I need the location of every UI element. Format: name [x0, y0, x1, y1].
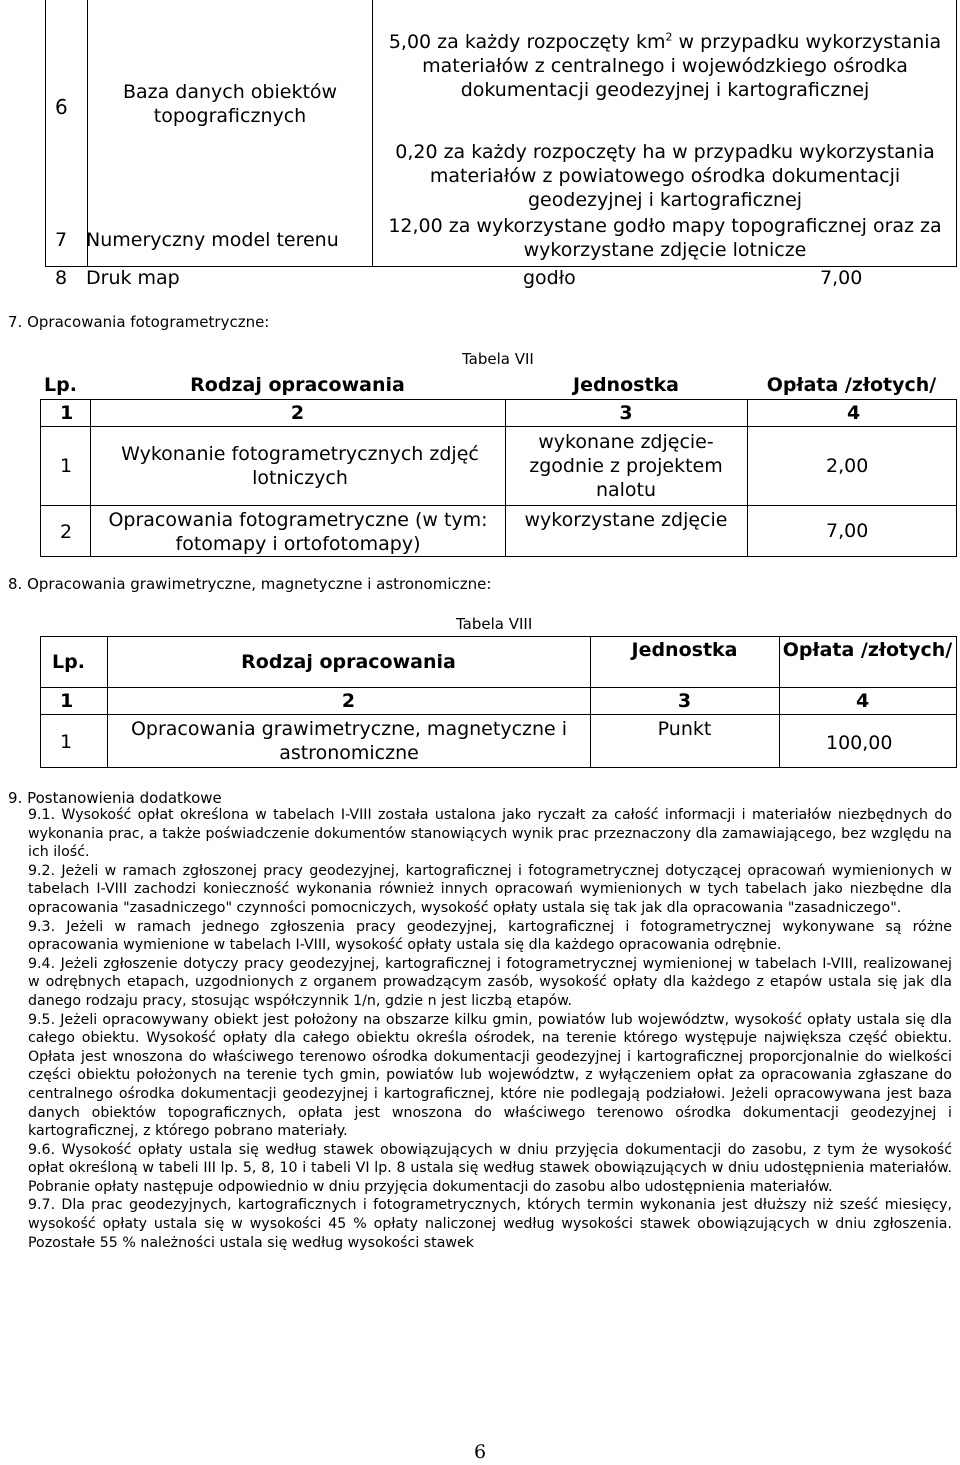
provision-9-6: 9.6. Wysokość opłaty ustala się według stawek obowiązujących w dniu przyjęcia dokumentacji do zasobu, z tym że wysokość opłat określoną w tabeli III lp. 5, 8, 10 i tabeli VI lp. 8 ustala się według stawek obowiązujących w dniu udostępnienia materiałów. Pobranie opłaty następuje odpowiednio w dniu przyjęcia dokumentacji do zasobu albo udostępnienia materiałów.	[28, 1141, 952, 1195]
table-viii-row-1-type: Opracowania grawimetryczne, magnetyczne i astronomiczne	[130, 718, 568, 764]
table-viii-header-fee: Opłata /złotych/	[782, 639, 953, 661]
row-8-fee: 7,00	[820, 267, 863, 289]
row-7-name: Numeryczny model terenu	[86, 229, 339, 251]
table-viii-col-2: 2	[341, 690, 356, 712]
provision-9-1: 9.1. Wysokość opłat określona w tabelach I-VIII została ustalona jako ryczałt za całość informacji i materiałów niezbędnych do wykonania prac, a także poświadczenie dokumentów stanowiących wynik prac przeznaczony dla zamawiającego, bez względu na ich ilość.	[28, 807, 952, 861]
provisions-text	[10, 806, 952, 1252]
table-vii-header-type: Rodzaj opracowania	[190, 374, 405, 396]
table-viii-row-1-fee: 100,00	[826, 732, 893, 754]
table-viii-label: Tabela VIII	[456, 615, 533, 633]
section-9-heading: 9. Postanowienia dodatkowe	[8, 789, 222, 807]
provision-9-5: 9.5. Jeżeli opracowywany obiekt jest położony na obszarze kilku gmin, powiatów lub województw, wysokość opłaty ustala się dla całego obiektu. Wysokość opłaty dla całego obiektu określa ośrodek, na terenie którego występuje największa część obiektu. Opłata jest wnoszona do właściwego terenowo ośrodka dokumentacji geodezyjnej i kartograficznej proporcjonalnie do wielkości części obiektu położonych na terenie tych gmin, powiatów lub województw, z wyłączeniem opłat za opracowania zgłaszane do centralnego ośrodka dokumentacji geodezyjnej i kartograficznej, które nie podlegają podziałowi. Jeżeli opracowywana jest baza danych obiektów topograficznych, opłata jest wnoszona do właściwego terenowo ośrodka dokumentacji geodezyjnej i kartograficznej, z którego pobrano materiały.	[28, 1011, 952, 1140]
row-6-fee-district: 0,20 za każdy rozpoczęty ha w przypadku wykorzystania materiałów z powiatowego ośrodka dokumentacji geodezyjnej i kartograficznej	[395, 141, 935, 211]
table-vii-header-lp: Lp.	[44, 374, 77, 396]
section-8-heading: 8. Opracowania grawimetryczne, magnetyczne i astronomiczne:	[8, 575, 492, 593]
table-vii-col-3: 3	[619, 402, 633, 424]
row-7-fee: 12,00 za wykorzystane godło mapy topograficznej oraz za wykorzystane zdjęcie lotnicze	[388, 215, 942, 261]
table-vii-row-2-unit: wykorzystane zdjęcie	[524, 509, 728, 531]
table-viii-row-1-unit: Punkt	[657, 718, 712, 740]
provision-9-7: 9.7. Dla prac geodezyjnych, kartograficznych i fotogrametrycznych, których termin wykonania jest dłuższy niż sześć miesięcy, wysokość opłaty ustala się w wysokości 45 % opłaty naliczonej według wysokości stawek obowiązujących w dniu zgłoszenia. Pozostałe 55 % należności ustala się według wysokości stawek	[28, 1197, 952, 1251]
row-7-lp: 7	[55, 229, 68, 251]
section-7-heading: 7. Opracowania fotogrametryczne:	[8, 313, 270, 331]
table-vii-row-1-fee: 2,00	[826, 455, 869, 477]
table-vii-col-2: 2	[290, 402, 305, 424]
table-viii-header-unit: Jednostka	[631, 639, 738, 661]
table-viii-header-lp: Lp.	[52, 651, 85, 673]
table-viii-col-1: 1	[60, 690, 74, 712]
provision-9-3: 9.3. Jeżeli w ramach jednego zgłoszenia pracy geodezyjnej, kartograficznej i fotogrametrycznej wykonywane są różne opracowania wymienione w tabelach I-VIII, wysokość opłaty ustala się dla każdego opracowania odrębnie.	[28, 918, 952, 954]
table-vii-col-1: 1	[60, 402, 74, 424]
table-viii-col-3: 3	[677, 690, 692, 712]
table-vii-row-1-lp: 1	[60, 455, 73, 477]
table-vii-label: Tabela VII	[462, 350, 534, 368]
row-6-lp: 6	[55, 95, 68, 119]
row-8-lp: 8	[55, 267, 68, 289]
table-vii-row-1-unit: wykonane zdjęcie-zgodnie z projektem nalotu	[529, 431, 723, 501]
provision-9-2: 9.2. Jeżeli w ramach zgłoszonej pracy geodezyjnej, kartograficznej i fotogrametrycznej dotyczącej opracowań wymienionych w tabelach I-VIII zachodzi konieczność wykonania również innych opracowań wymienionych w tych tabelach jako niezbędne dla opracowania "zasadniczego" czynności pomocniczych, wysokość opłaty ustala się tak jak dla opracowania "zasadniczego".	[28, 862, 952, 916]
table-vii-row-2-fee: 7,00	[826, 520, 869, 542]
table-vii-row-2-lp: 2	[60, 521, 73, 543]
table-vii-row-1-type: Wykonanie fotogrametrycznych zdjęć lotniczych	[121, 443, 479, 489]
page-number: 6	[473, 1441, 487, 1463]
row-6-name: Baza danych obiektów topograficznych	[122, 81, 338, 127]
row-8-unit: godło	[523, 267, 576, 289]
provision-9-4: 9.4. Jeżeli zgłoszenie dotyczy pracy geodezyjnej, kartograficznej i fotogrametrycznej wymienionej w tabelach I-VIII, realizowanej w odrębnych etapach, uzgodnionych z organem prowadzącym zasób, wysokość opłaty dla każdego z etapów ustala się jak dla danego rodzaju pracy, stosując współczynnik 1/n, gdzie n jest liczbą etapów.	[28, 955, 952, 1009]
row-6-fee-central: 5,00 za każdy rozpoczęty $km^2$ w przypadku wykorzystania materiałów z centralnego i wojewódzkiego ośrodka dokumentacji geodezyjnej i kartograficznej	[388, 30, 942, 101]
table-viii-row-1-lp: 1	[60, 731, 73, 753]
table-vii-header-fee: Opłata /złotych/	[766, 374, 937, 396]
table-vii-col-4: 4	[847, 402, 861, 424]
table-vii-row-2-type: Opracowania fotogrametryczne (w tym: fotomapy i ortofotomapy)	[108, 509, 488, 555]
table-vii-header-unit: Jednostka	[573, 374, 679, 396]
row-8-name: Druk map	[86, 267, 180, 289]
table-viii-col-4: 4	[856, 690, 870, 712]
table-viii-header-type: Rodzaj opracowania	[241, 651, 456, 673]
